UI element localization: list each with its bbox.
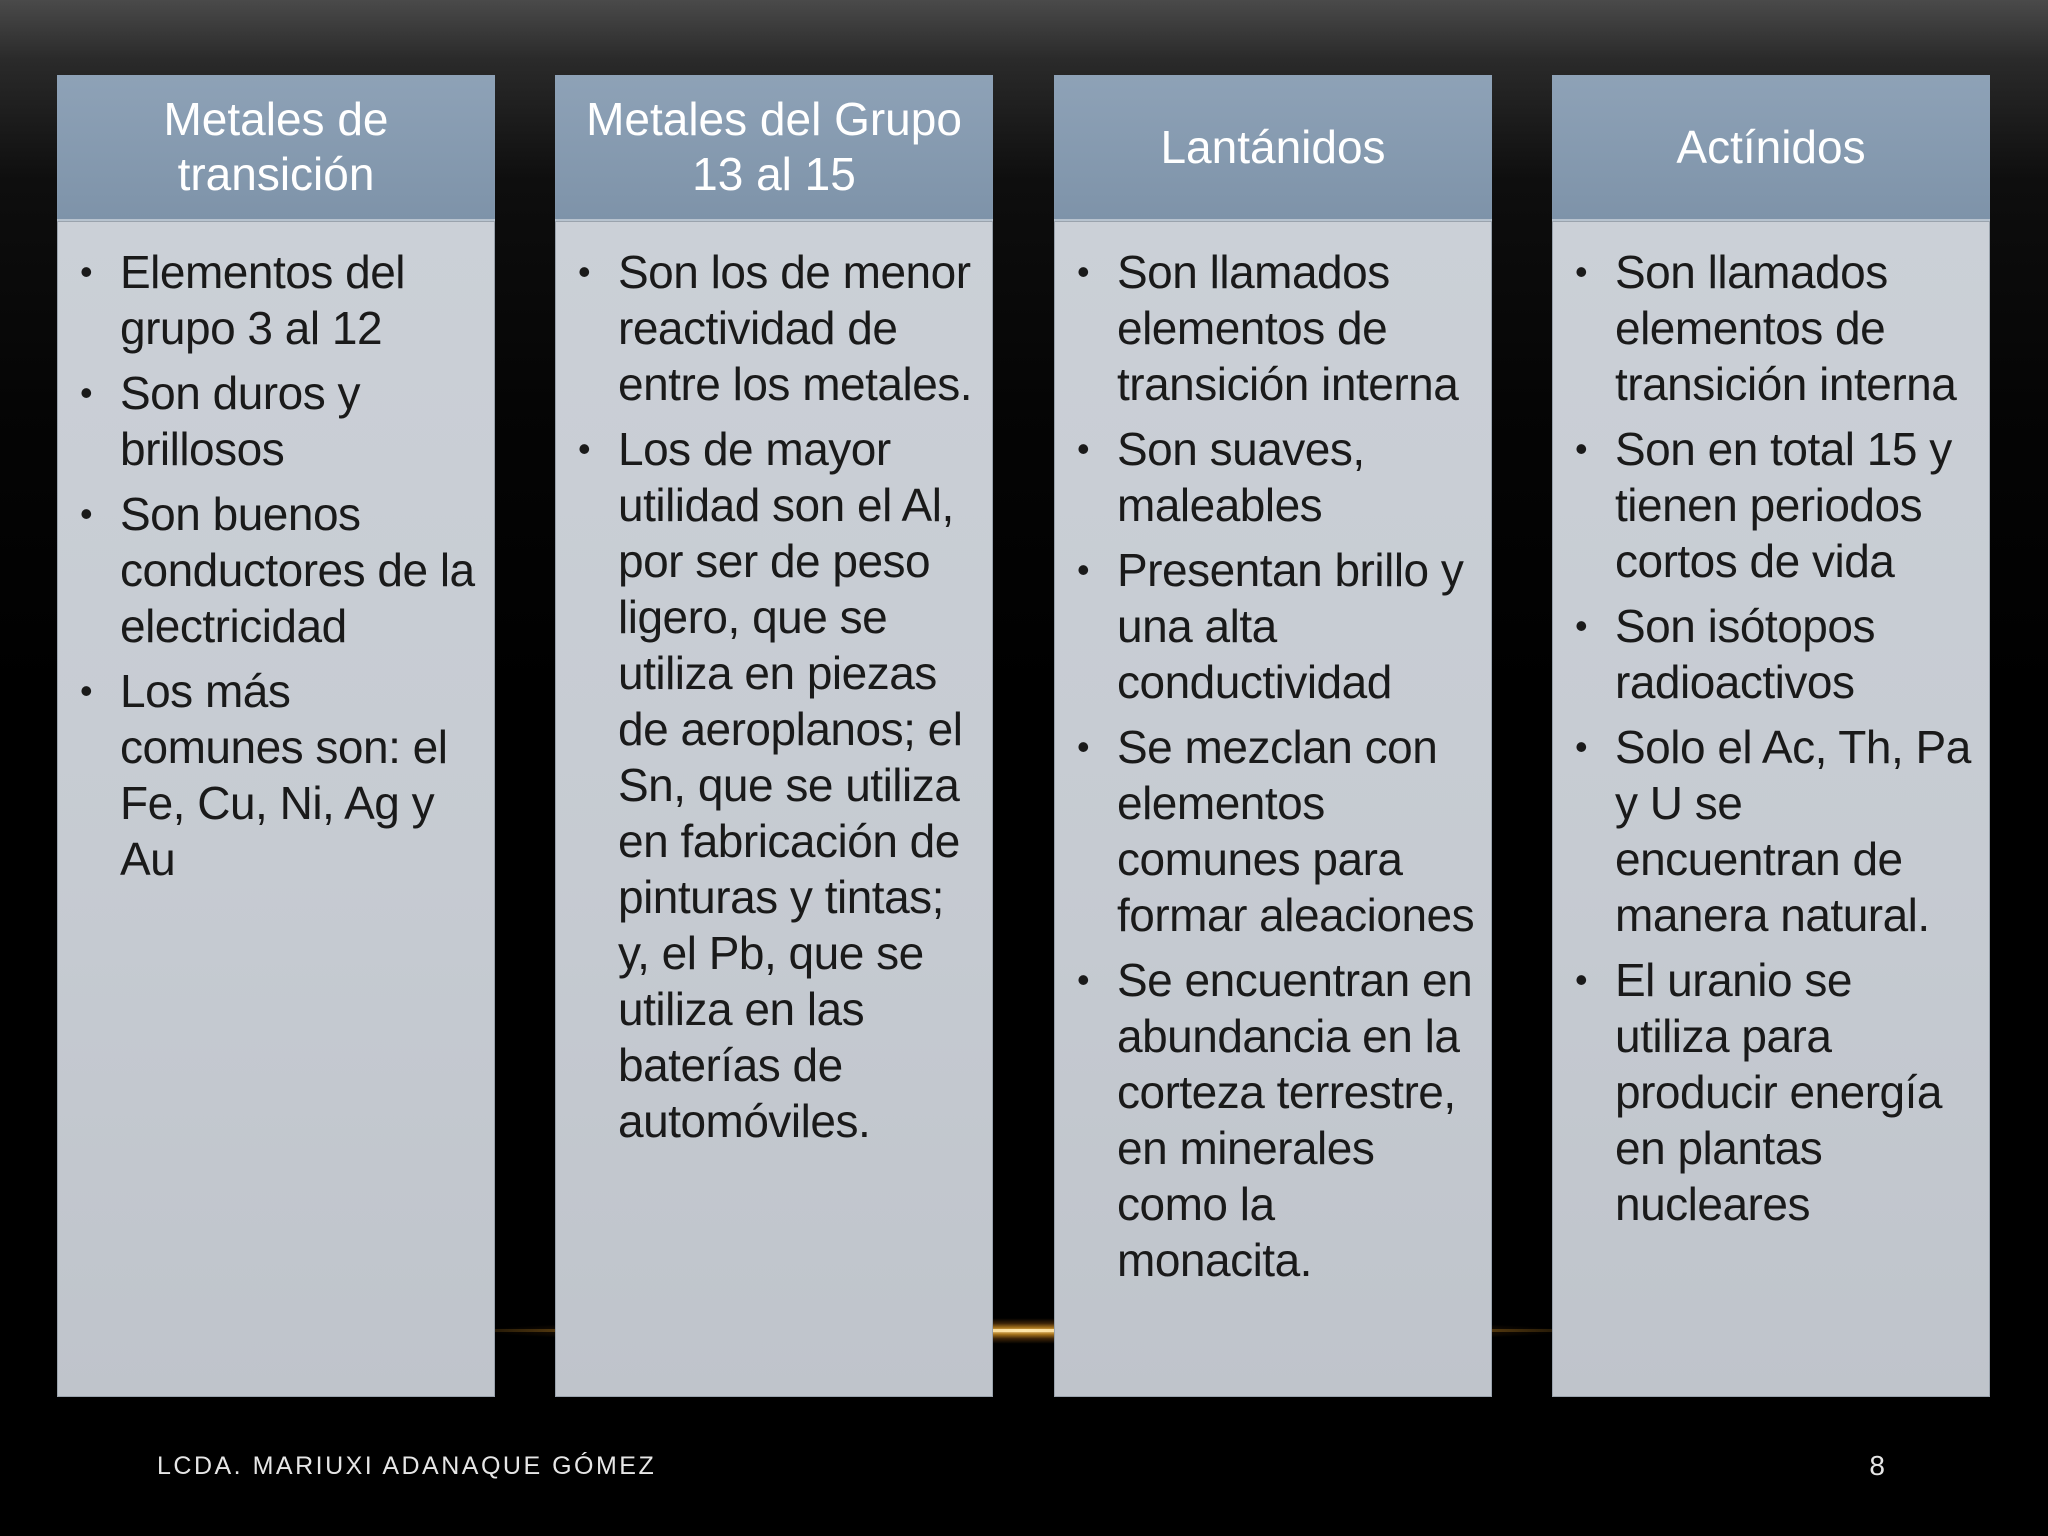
column-header: Actínidos: [1552, 75, 1990, 221]
column-body: [1054, 221, 1492, 1397]
bullet-icon: •: [578, 251, 591, 292]
column-header: Lantánidos: [1054, 75, 1492, 221]
bullet-item: [1553, 244, 1975, 412]
bullet-icon: •: [1575, 428, 1588, 469]
bullet-icon: •: [80, 670, 93, 711]
bullet-text: Son llamados elementos de transición interna: [1615, 246, 1957, 410]
bullet-item: [58, 244, 480, 356]
bullet-icon: •: [1575, 726, 1588, 767]
column-header: Metales de transición: [57, 75, 495, 221]
bullet-text: Son buenos conductores de la electricidad: [120, 488, 475, 652]
bullet-item: [1055, 421, 1477, 533]
bullet-icon: •: [1575, 605, 1588, 646]
bullet-item: [1553, 598, 1975, 710]
bullet-icon: •: [578, 428, 591, 469]
bullet-icon: •: [1077, 959, 1090, 1000]
bullet-item: [1055, 244, 1477, 412]
footer-author: LCDA. MARIUXI ADANAQUE GÓMEZ: [157, 1452, 657, 1480]
columns-container: [0, 75, 2048, 1397]
bullet-icon: •: [1575, 251, 1588, 292]
bullet-text: El uranio se utiliza para producir energía en plantas nucleares: [1615, 954, 1942, 1230]
page-number: 8: [1869, 1450, 1885, 1481]
bullet-item: [58, 486, 480, 654]
column-metales-de-transicion: [57, 75, 495, 1397]
bullet-icon: •: [1077, 428, 1090, 469]
bullet-icon: •: [1077, 726, 1090, 767]
bullet-list: [1553, 222, 1989, 1232]
bullet-text: Se mezclan con elementos comunes para formar aleaciones: [1117, 721, 1475, 941]
bullet-item: [556, 244, 978, 412]
column-lantanidos: [1054, 75, 1492, 1397]
bullet-item: [1055, 952, 1477, 1288]
bullet-text: Solo el Ac, Th, Pa y U se encuentran de manera natural.: [1615, 721, 1971, 941]
bullet-icon: •: [80, 372, 93, 413]
bullet-item: [1553, 719, 1975, 943]
bullet-item: [58, 663, 480, 887]
column-header: Metales del Grupo 13 al 15: [555, 75, 993, 221]
bullet-icon: •: [1575, 959, 1588, 1000]
bullet-list: [1055, 222, 1491, 1288]
bullet-icon: •: [1077, 549, 1090, 590]
bullet-text: Los más comunes son: el Fe, Cu, Ni, Ag y Au: [120, 665, 448, 885]
bullet-list: [556, 222, 992, 1149]
bullet-item: [1553, 952, 1975, 1232]
bullet-text: Presentan brillo y una alta conductividad: [1117, 544, 1464, 708]
bullet-item: [1553, 421, 1975, 589]
bullet-icon: •: [80, 493, 93, 534]
column-body: [57, 221, 495, 1397]
bullet-text: Elementos del grupo 3 al 12: [120, 246, 405, 354]
bullet-item: [1055, 542, 1477, 710]
bullet-icon: •: [80, 251, 93, 292]
bullet-text: Los de mayor utilidad son el Al, por ser de peso ligero, que se utiliza en piezas de aeroplanos; el Sn, que se utiliza en fabricación de pinturas y tintas; y, el Pb, que se utiliza en las baterías de automóviles.: [618, 423, 963, 1147]
bullet-text: Se encuentran en abundancia en la corteza terrestre, en minerales como la monacita.: [1117, 954, 1473, 1286]
column-body: [1552, 221, 1990, 1397]
bullet-text: Son llamados elementos de transición interna: [1117, 246, 1459, 410]
bullet-item: [556, 421, 978, 1149]
column-body: [555, 221, 993, 1397]
column-metales-grupo-13-15: [555, 75, 993, 1397]
bullet-text: Son suaves, maleables: [1117, 423, 1365, 531]
column-actinidos: [1552, 75, 1990, 1397]
bullet-item: [58, 365, 480, 477]
bullet-icon: •: [1077, 251, 1090, 292]
bullet-text: Son en total 15 y tienen periodos cortos de vida: [1615, 423, 1952, 587]
bullet-text: Son duros y brillosos: [120, 367, 360, 475]
bullet-text: Son los de menor reactividad de entre los metales.: [618, 246, 973, 410]
bullet-item: [1055, 719, 1477, 943]
bullet-list: [58, 222, 494, 887]
bullet-text: Son isótopos radioactivos: [1615, 600, 1875, 708]
